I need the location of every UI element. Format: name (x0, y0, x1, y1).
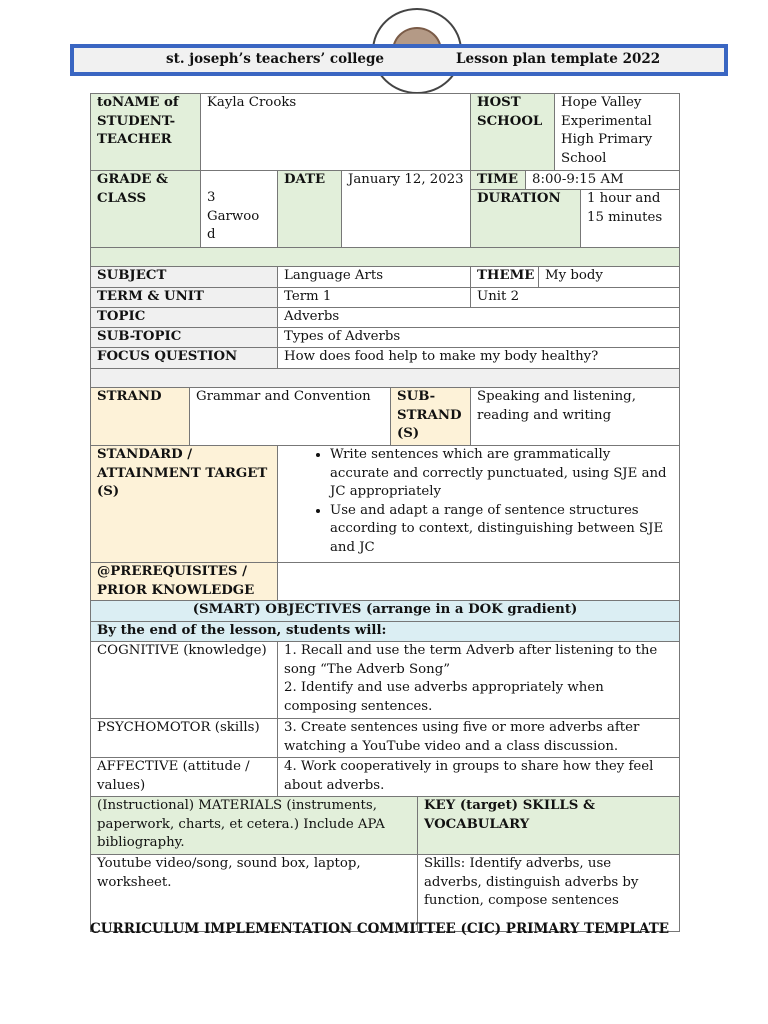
subtopic-value: Types of Adverbs (284, 329, 401, 344)
grade-label: GRADE & CLASS (91, 171, 201, 247)
cognitive-objective-2: 2. Identify and use adverbs appropriately when composing sentences. (284, 680, 604, 714)
subtopic-row (91, 328, 679, 348)
objectives-intro: By the end of the lesson, students will: (97, 623, 387, 638)
name-row (91, 94, 679, 171)
prerequisites-value (278, 563, 679, 600)
college-name: st. joseph’s teachers’ college (166, 51, 384, 67)
cognitive-objective-1: 1. Recall and use the term Adverb after listening to the song “The Adverb Song” (284, 643, 658, 677)
standard-item: • Use and adapt a range of sentence structures according to context, distinguishing between SJE and JC (330, 502, 673, 558)
focus-question-value: How does food help to make my body healthy? (284, 349, 599, 364)
topic-label: TOPIC (91, 308, 278, 327)
psychomotor-label: PSYCHOMOTOR (skills) (91, 719, 278, 757)
time-value: 8:00-9:15 AM (532, 172, 624, 187)
skills-vocabulary-label: KEY (target) SKILLS & VOCABULARY (424, 798, 596, 832)
term-value: Term 1 (278, 288, 471, 307)
focus-row (91, 348, 679, 369)
standards-row (91, 446, 679, 563)
lesson-plan-table (90, 93, 680, 932)
subtopic-label: SUB-TOPIC (91, 328, 278, 347)
substrand-value: Speaking and listening, reading and writing (477, 389, 636, 423)
theme-label: THEME (471, 267, 539, 287)
name-value: Kayla Crooks (201, 94, 471, 170)
strand-row (91, 388, 679, 446)
topic-value: Adverbs (284, 309, 340, 324)
time-duration-block (471, 171, 679, 247)
prerequisites-row (91, 563, 679, 601)
name-label: toNAME of STUDENT-TEACHER (91, 94, 201, 170)
substrand-label: SUB-STRAND (S) (391, 388, 471, 445)
footer-template-note: CURRICULUM IMPLEMENTATION COMMITTEE (CIC) PRIMARY TEMPLATE (90, 921, 670, 937)
duration-label: DURATION (471, 190, 581, 247)
subject-label: SUBJECT (91, 267, 278, 287)
date-value: January 12, 2023 (342, 171, 471, 247)
template-title: Lesson plan template 2022 (456, 51, 661, 67)
focus-question-label: FOCUS QUESTION (91, 348, 278, 368)
subject-value: Language Arts (278, 267, 471, 287)
topic-row (91, 308, 679, 328)
grade-value: 3 Garwoo d (201, 171, 278, 247)
theme-value: My body (545, 268, 603, 283)
time-label: TIME (471, 171, 526, 189)
materials-value: Youtube video/song, sound box, laptop, worksheet. (91, 855, 418, 931)
prerequisites-label: @PREREQUISITES / PRIOR KNOWLEDGE (91, 563, 278, 600)
unit-value: Unit 2 (477, 289, 520, 304)
cognitive-label: COGNITIVE (knowledge) (91, 642, 278, 718)
psychomotor-objective: 3. Create sentences using five or more adverbs after watching a YouTube video and a class discussion. (284, 720, 640, 754)
strand-label: STRAND (91, 388, 190, 445)
term-row (91, 288, 679, 308)
affective-row (91, 758, 679, 797)
host-school-value: Hope Valley Experimental High Primary School (561, 95, 653, 166)
header-banner (70, 44, 728, 76)
cognitive-objectives (278, 642, 679, 718)
standards-list (284, 446, 673, 557)
standards-label: STANDARD / ATTAINMENT TARGET (S) (91, 446, 278, 562)
materials-label: (Instructional) MATERIALS (instruments, paperwork, charts, et cetera.) Include APA bibliography. (91, 797, 418, 854)
date-label: DATE (278, 171, 342, 247)
host-school-label: HOST SCHOOL (471, 94, 555, 170)
standards-list-cell (278, 446, 679, 562)
standard-item: • Write sentences which are grammatically accurate and correctly punctuated, using SJE and JC appropriately (330, 446, 673, 502)
objectives-intro-row (91, 622, 679, 642)
grade-row (91, 171, 679, 248)
objectives-title-row (91, 601, 679, 622)
duration-row (471, 190, 679, 247)
affective-label: AFFECTIVE (attitude / values) (91, 758, 278, 796)
affective-objective: 4. Work cooperatively in groups to share how they feel about adverbs. (284, 759, 654, 793)
psychomotor-row (91, 719, 679, 758)
cognitive-row (91, 642, 679, 719)
subject-row (91, 267, 679, 288)
objectives-title: (SMART) OBJECTIVES (arrange in a DOK gradient) (192, 602, 578, 617)
strand-value: Grammar and Convention (190, 388, 391, 445)
skills-value: Skills: Identify adverbs, use adverbs, distinguish adverbs by function, compose sentences (424, 856, 639, 908)
duration-value: 1 hour and 15 minutes (587, 191, 663, 225)
materials-header-row (91, 797, 679, 855)
spacer-row (91, 248, 679, 267)
time-row (471, 171, 679, 190)
spacer-row-2 (91, 369, 679, 388)
term-label: TERM & UNIT (91, 288, 278, 307)
